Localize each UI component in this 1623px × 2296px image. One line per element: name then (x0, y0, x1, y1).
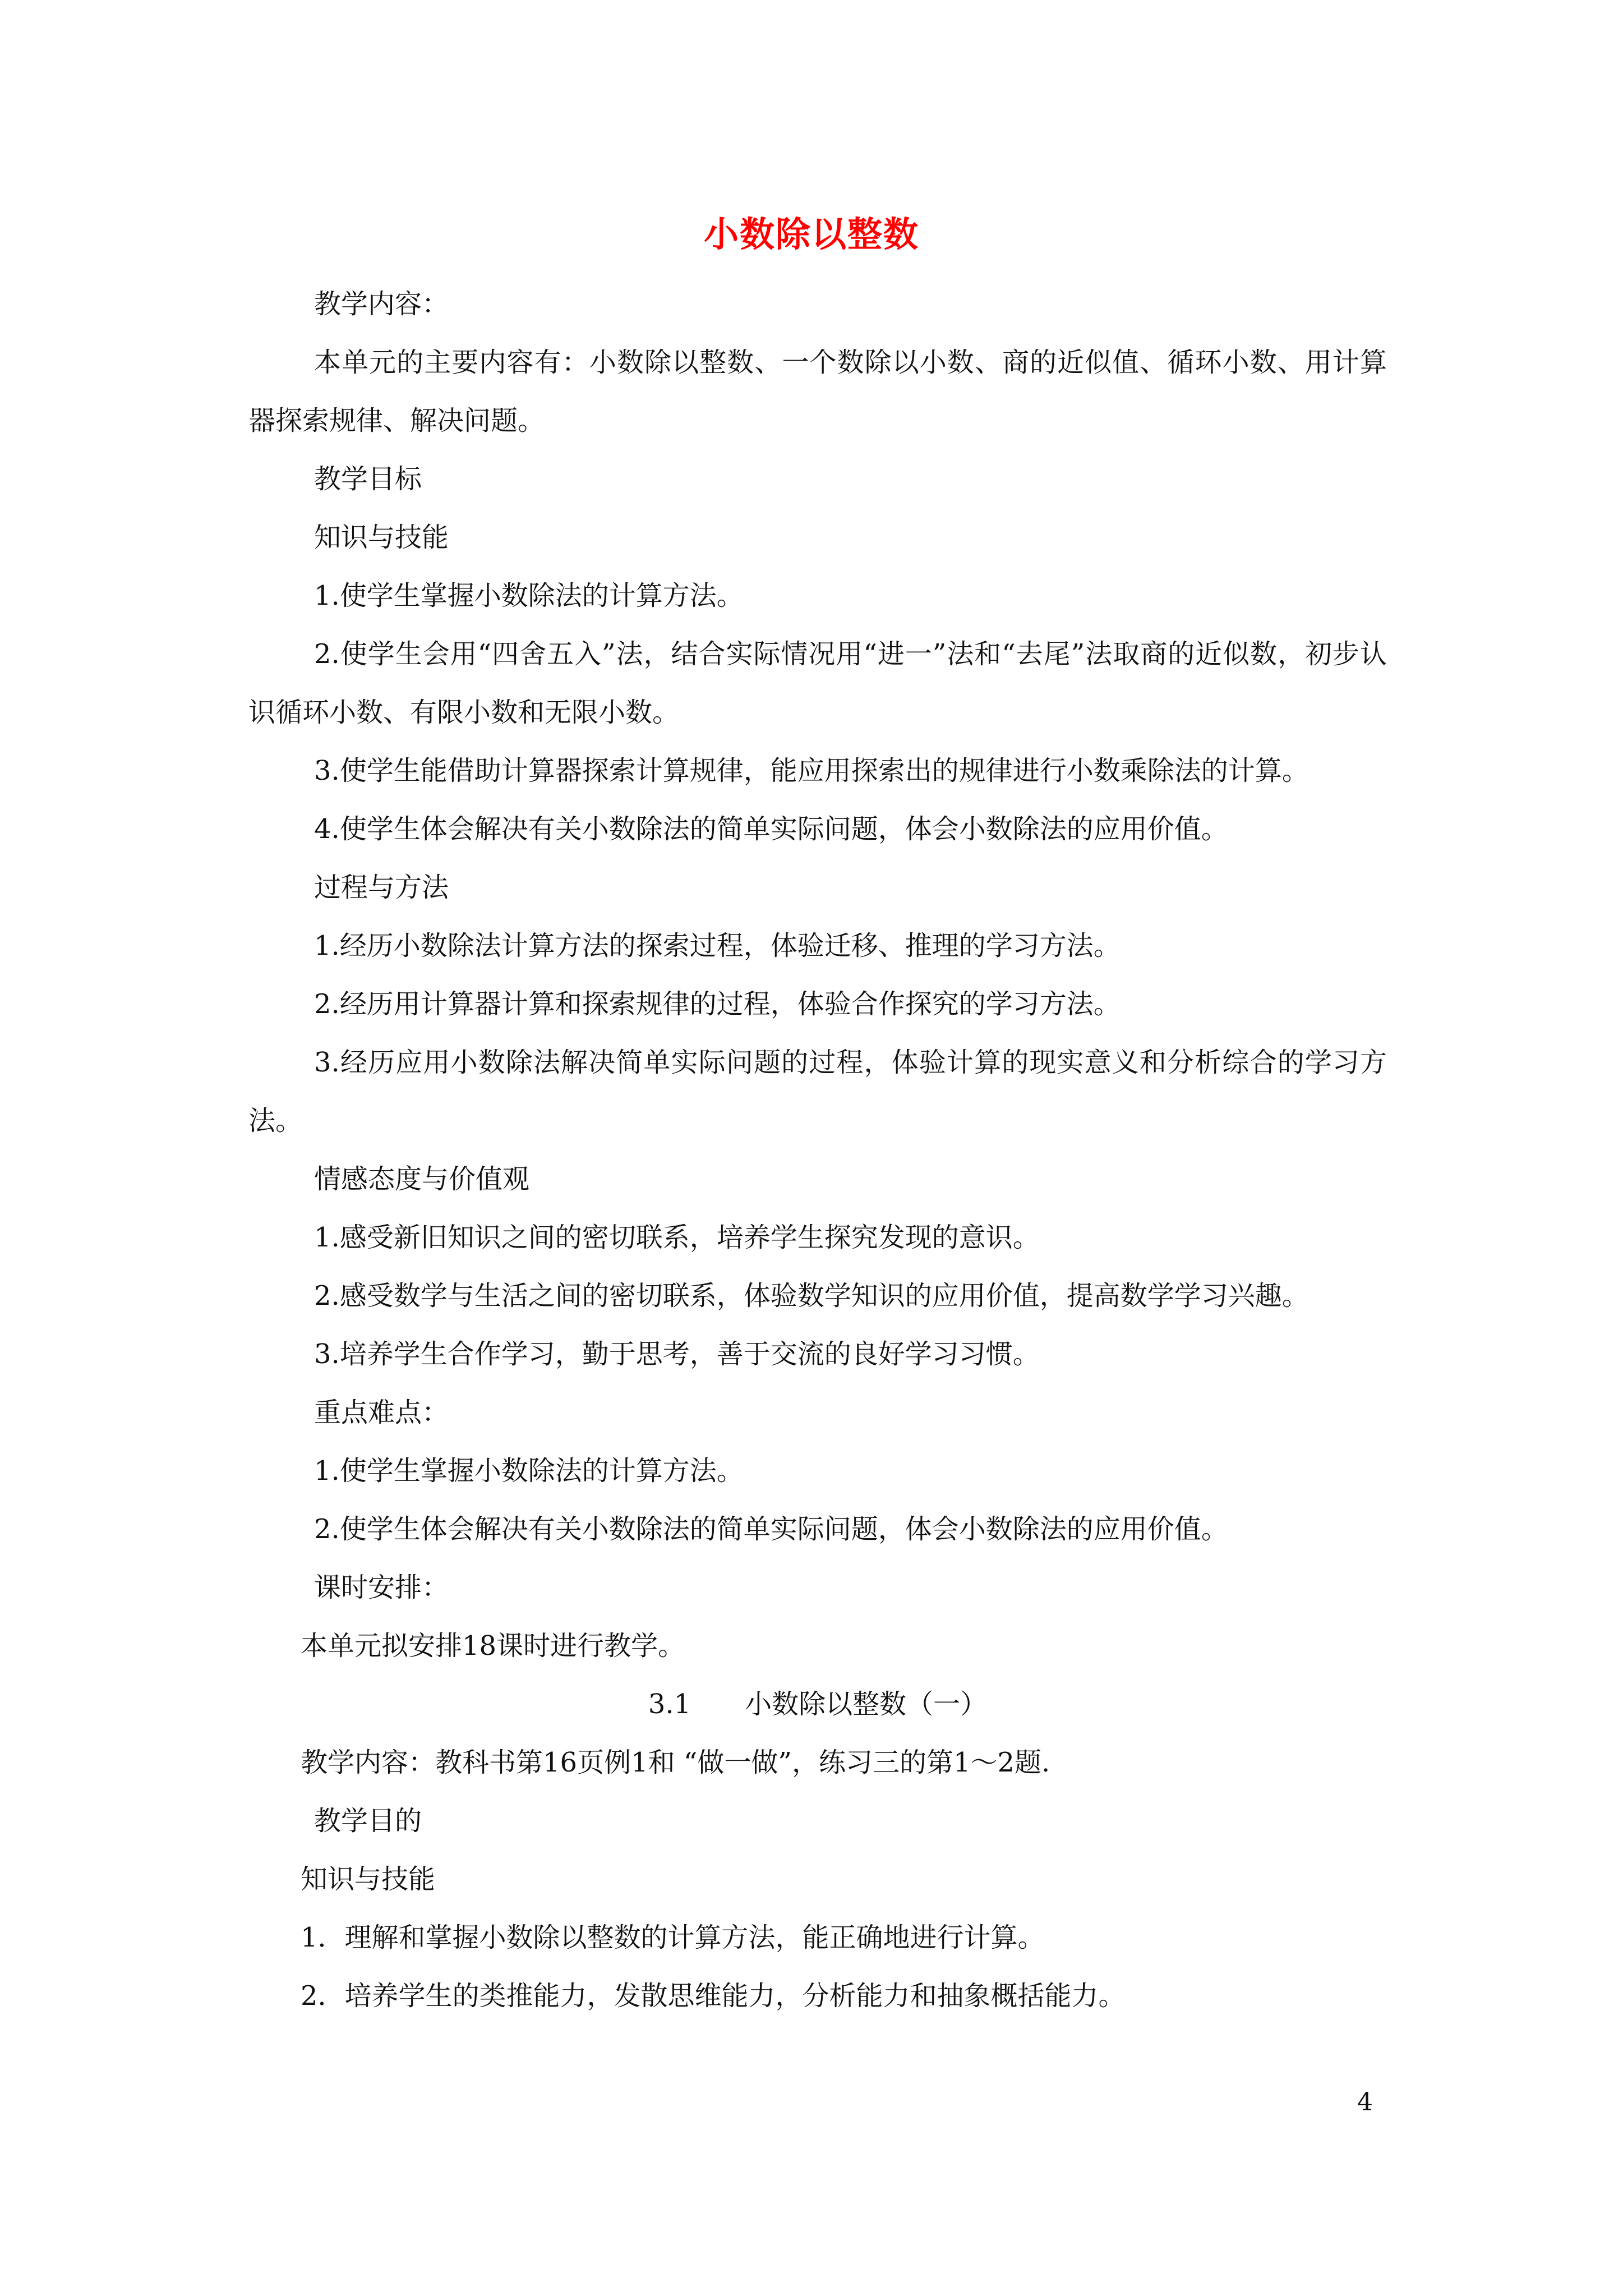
paragraph: 3.使学生能借助计算器探索计算规律，能应用探索出的规律进行小数乘除法的计算。 (314, 755, 1309, 786)
section-heading: 过程与方法 (314, 872, 449, 903)
paragraph: 3.培养学生合作学习，勤于思考，善于交流的良好学习习惯。 (314, 1338, 1040, 1370)
document-title: 小数除以整数 (703, 214, 919, 255)
paragraph: 1.经历小数除法计算方法的探索过程，体验迁移、推理的学习方法。 (314, 930, 1121, 961)
paragraph: 1.使学生掌握小数除法的计算方法。 (314, 580, 744, 611)
section-heading: 情感态度与价值观 (314, 1163, 530, 1195)
section-heading: 重点难点： (314, 1397, 449, 1428)
paragraph: 1．理解和掌握小数除以整数的计算方法，能正确地进行计算。 (301, 1922, 1045, 1953)
lesson-heading: 3.1 小数除以整数（一） (648, 1688, 988, 1720)
paragraph: 1.使学生掌握小数除法的计算方法。 (314, 1455, 744, 1487)
paragraph: 2.感受数学与生活之间的密切联系，体验数学知识的应用价值，提高数学学习兴趣。 (314, 1280, 1309, 1312)
paragraph: 1.感受新旧知识之间的密切联系，培养学生探究发现的意识。 (314, 1222, 1040, 1253)
section-heading: 教学目的 (314, 1805, 422, 1837)
paragraph: 本单元的主要内容有：小数除以整数、一个数除以小数、商的近似值、循环小数、用计算器探索规律、解决问题。 (248, 347, 1387, 436)
paragraph: 2.使学生会用“四舍五入”法，结合实际情况用“进一”法和“去尾”法取商的近似数，初步认识循环小数、有限小数和无限小数。 (248, 638, 1387, 728)
paragraph: 教学内容：教科书第16页例1和 “做一做”，练习三的第1～2题. (301, 1747, 1050, 1778)
paragraph: 教学内容： (314, 288, 449, 320)
section-heading: 教学目标 (314, 463, 422, 495)
paragraph: 2.经历用计算器计算和探索规律的过程，体验合作探究的学习方法。 (314, 988, 1121, 1020)
document-body (248, 275, 1387, 2025)
page-number: 4 (1357, 2088, 1373, 2116)
section-heading: 课时安排： (314, 1572, 449, 1603)
paragraph: 3.经历应用小数除法解决简单实际问题的过程，体验计算的现实意义和分析综合的学习方法。 (248, 1047, 1387, 1137)
paragraph: 2．培养学生的类推能力，发散思维能力，分析能力和抽象概括能力。 (301, 1980, 1126, 2012)
paragraph: 2.使学生体会解决有关小数除法的简单实际问题，体会小数除法的应用价值。 (314, 1513, 1228, 1545)
section-heading: 知识与技能 (314, 522, 449, 553)
paragraph: 4.使学生体会解决有关小数除法的简单实际问题，体会小数除法的应用价值。 (314, 813, 1228, 845)
paragraph: 本单元拟安排18课时进行教学。 (301, 1630, 685, 1662)
section-heading: 知识与技能 (301, 1864, 436, 1895)
